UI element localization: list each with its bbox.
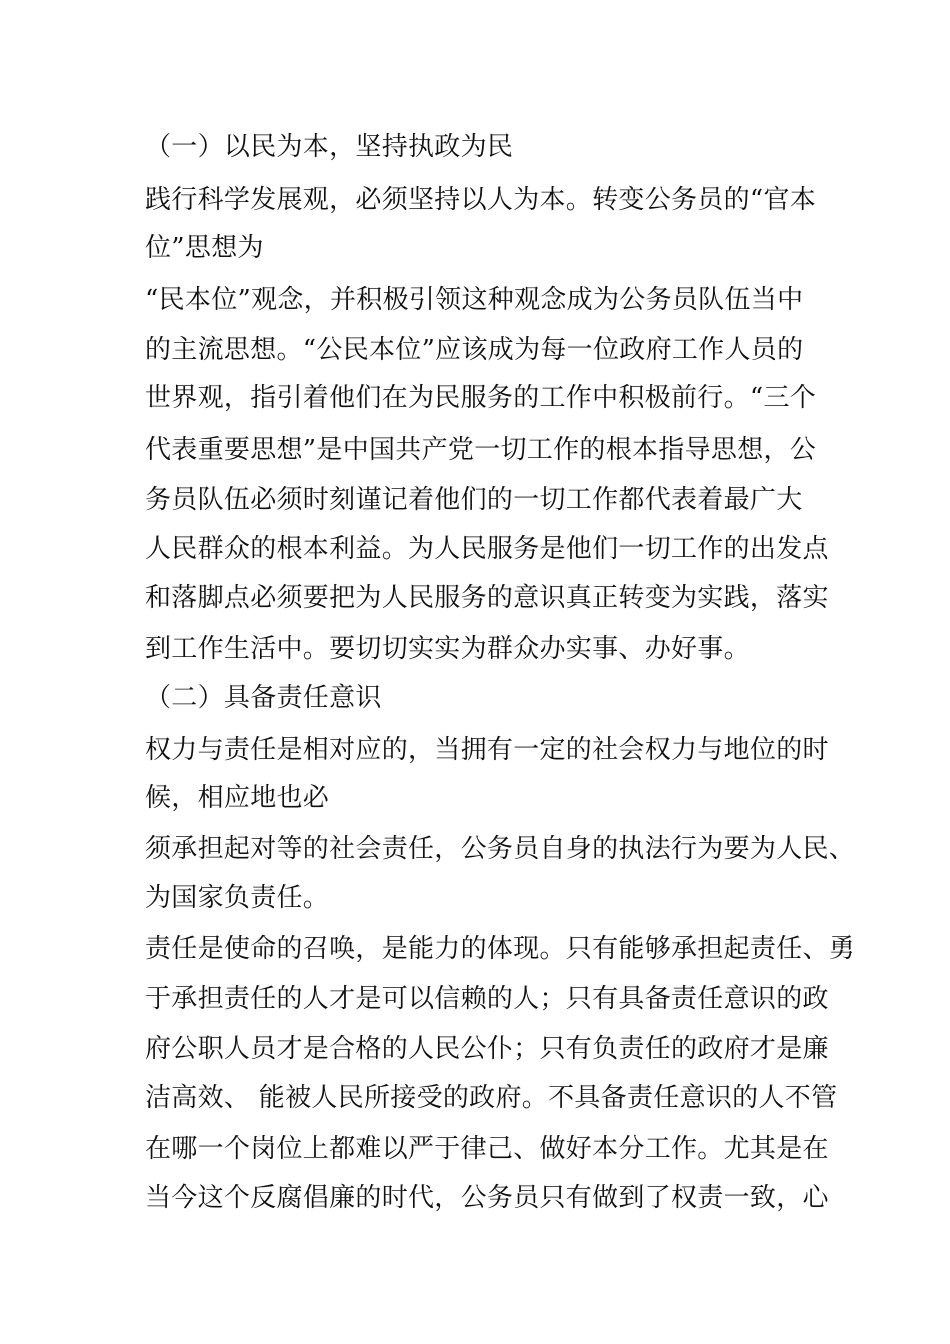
paragraph-line: 当今这个反腐倡廉的时代，公务员只有做到了权责一致，心 [145,1183,829,1213]
section-heading-1: （一）以民为本，坚持执政为民 [145,132,514,162]
paragraph-line: 责任是使命的召唤，是能力的体现。只有能够承担起责任、勇 [145,934,856,964]
paragraph-line: 人民群众的根本利益。为人民服务是他们一切工作的出发点 [145,534,829,564]
paragraph-line: 为国家负责任。 [145,883,330,913]
paragraph-line: “民本位”观念，并积极引领这种观念成为公务员队伍当中 [145,285,804,315]
paragraph-line: 洁高效、 能被人民所接受的政府。不具备责任意识的人不管 [145,1083,838,1113]
paragraph-line: 位”思想为 [145,233,264,263]
paragraph-line: 须承担起对等的社会责任，公务员自身的执法行为要为人民、 [145,834,856,864]
paragraph-line: 于承担责任的人才是可以信赖的人；只有具备责任意识的政 [145,984,829,1014]
paragraph-line: 代表重要思想”是中国共产党一切工作的根本指导思想，公 [145,435,817,465]
paragraph-line: 到工作生活中。要切切实实为群众办实事、办好事。 [145,634,750,664]
paragraph-line: 务员队伍必须时刻谨记着他们的一切工作都代表着最广大 [145,485,803,515]
paragraph-line: 践行科学发展观，必须坚持以人为本。转变公务员的“官本 [145,185,817,215]
section-heading-2: （二）具备责任意识 [145,683,382,713]
paragraph-line: 候，相应地也必 [145,783,330,813]
paragraph-line: 的主流思想。“公民本位”应该成为每一位政府工作人员的 [145,335,804,365]
paragraph-line: 和落脚点必须要把为人民服务的意识真正转变为实践，落实 [145,583,829,613]
paragraph-line: 世界观，指引着他们在为民服务的工作中积极前行。“三个 [145,383,817,413]
paragraph-line: 府公职人员才是合格的人民公仆；只有负责任的政府才是廉 [145,1034,829,1064]
paragraph-line: 权力与责任是相对应的，当拥有一定的社会权力与地位的时 [145,735,829,765]
paragraph-line: 在哪一个岗位上都难以严于律己、做好本分工作。尤其是在 [145,1134,829,1164]
